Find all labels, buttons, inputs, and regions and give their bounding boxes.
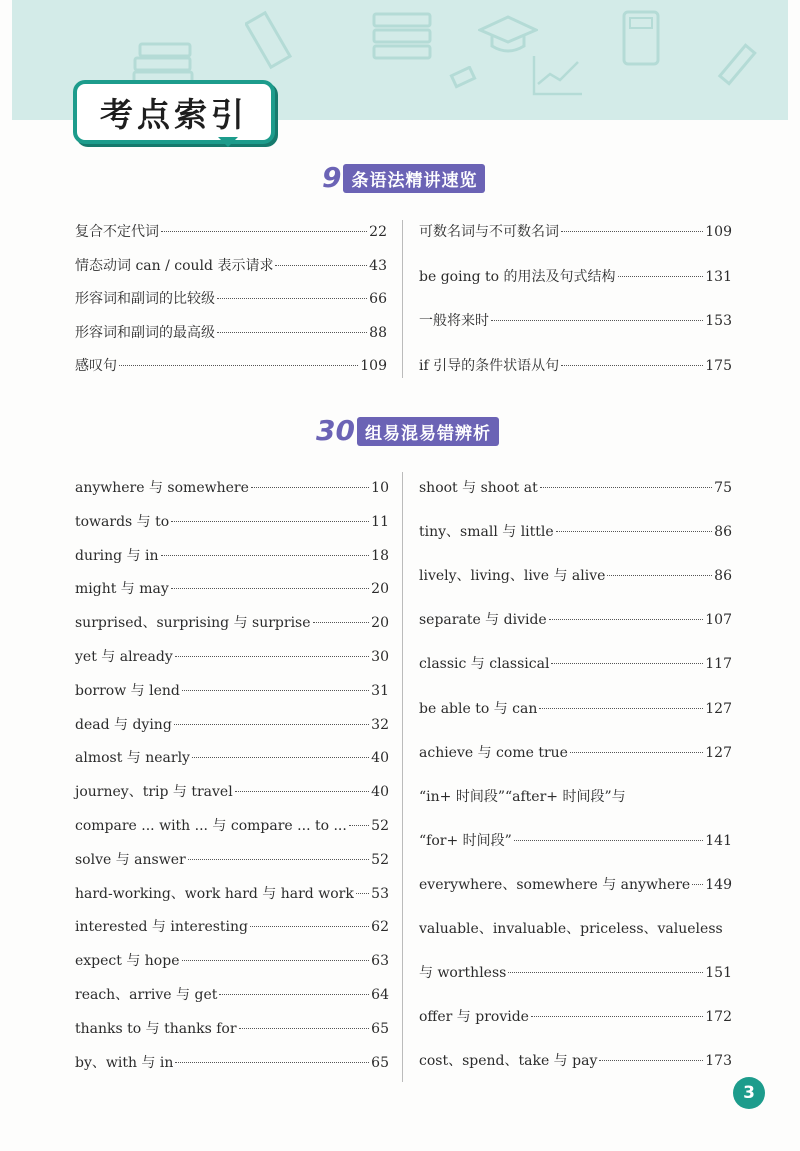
dot-leader (174, 723, 369, 725)
dot-leader (356, 892, 369, 894)
index-entry (75, 256, 387, 276)
index-entry (75, 951, 389, 971)
index-entry (75, 884, 389, 904)
entry-page: 65 (371, 1054, 389, 1071)
entry-text: dead 与 dying (75, 716, 172, 733)
section2-label: 组易混易错辨析 (357, 417, 499, 446)
entry-page: 20 (371, 581, 389, 598)
dot-leader (239, 1027, 370, 1029)
entry-text: 形容词和副词的最高级 (75, 324, 215, 341)
dot-leader (182, 959, 370, 961)
entry-text: compare ... with ... 与 compare ... to ... (75, 818, 347, 834)
dot-leader (349, 824, 369, 826)
index-entry (419, 522, 732, 542)
column-divider-2 (402, 472, 403, 1082)
dot-leader (514, 839, 703, 841)
index-entry (419, 610, 732, 630)
title-pointer (218, 137, 238, 147)
section1-number: 9 (322, 161, 342, 194)
entry-page: 127 (705, 744, 732, 761)
pencil-icon (712, 42, 762, 92)
page-title: 考点索引 (73, 80, 275, 144)
index-entry (419, 654, 732, 674)
entry-text: 感叹句 (75, 358, 117, 374)
entry-text: “in+ 时间段”“after+ 时间段”与 (419, 788, 626, 805)
entry-text: thanks to 与 thanks for (75, 1020, 237, 1037)
index-entry (419, 222, 732, 242)
entry-page: 141 (705, 832, 732, 849)
index-entry (75, 985, 389, 1005)
index-entry (75, 647, 389, 667)
index-entry (419, 1007, 732, 1027)
index-entry (75, 715, 389, 735)
dot-leader (161, 230, 367, 232)
dot-leader (540, 486, 712, 488)
dot-leader (219, 993, 369, 995)
entry-text: if 引导的条件状语从句 (419, 357, 560, 374)
dot-leader (618, 275, 704, 277)
dot-leader (171, 587, 369, 589)
entry-page: 32 (371, 716, 389, 733)
entry-page: 10 (371, 480, 389, 496)
dot-leader (235, 790, 369, 792)
section1-label: 条语法精讲速览 (343, 164, 485, 193)
entry-page: 109 (705, 224, 732, 240)
dot-leader (217, 331, 367, 333)
entry-page: 22 (369, 224, 387, 240)
entry-text: lively、living、live 与 alive (419, 568, 606, 585)
dot-leader (692, 883, 703, 885)
index-entry (75, 1019, 389, 1039)
entry-page: 40 (371, 750, 389, 767)
entry-page: 109 (360, 358, 387, 374)
entry-page: 30 (371, 649, 389, 665)
entry-page: 11 (371, 513, 389, 530)
entry-text: solve 与 answer (75, 851, 186, 868)
dot-leader (508, 971, 703, 973)
entry-text: shoot 与 shoot at (419, 480, 538, 496)
index-entry (419, 875, 732, 895)
index-entry (75, 289, 387, 309)
page-number: 3 (733, 1077, 765, 1109)
entry-page: 75 (714, 480, 732, 496)
dot-leader (599, 1059, 703, 1061)
dot-leader (275, 264, 367, 266)
index-entry (75, 222, 387, 242)
books-stack-icon (368, 8, 438, 63)
dot-leader (531, 1015, 703, 1017)
index-entry (75, 356, 387, 376)
dot-leader (561, 364, 703, 366)
entry-text: 情态动词 can / could 表示请求 (75, 257, 274, 274)
entry-text: borrow 与 lend (75, 682, 180, 699)
dot-leader (607, 574, 712, 576)
dot-leader (313, 621, 370, 623)
entry-text: by、with 与 in (75, 1054, 174, 1071)
dot-leader (171, 520, 369, 522)
index-entry (419, 699, 732, 719)
dot-leader (570, 751, 703, 753)
graduation-cap-icon (478, 12, 538, 57)
index-entry (75, 579, 389, 599)
entry-text: reach、arrive 与 get (75, 987, 218, 1003)
index-entry (75, 782, 389, 802)
section1-heading (322, 161, 485, 194)
entry-text: 一般将来时 (419, 313, 489, 329)
entry-text: cost、spend、take 与 pay (419, 1053, 598, 1070)
entry-text: towards 与 to (75, 513, 170, 530)
dot-leader (188, 858, 369, 860)
entry-page: 63 (371, 953, 389, 970)
dot-leader (192, 756, 369, 758)
entry-text: expect 与 hope (75, 953, 180, 970)
entry-text: during 与 in (75, 547, 159, 564)
index-entry (419, 566, 732, 586)
section2-heading (316, 414, 499, 447)
entry-page: 20 (371, 615, 389, 632)
index-entry (75, 850, 389, 870)
entry-page: 149 (705, 876, 732, 893)
index-entry (75, 1053, 389, 1073)
entry-page: 88 (369, 324, 387, 341)
dot-leader (539, 707, 703, 709)
index-entry (419, 831, 732, 851)
entry-page: 127 (705, 700, 732, 717)
entry-text: 可数名词与不可数名词 (419, 224, 559, 240)
dot-leader (175, 1061, 369, 1063)
entry-page: 151 (705, 965, 732, 982)
column-divider-1 (402, 220, 403, 378)
index-entry (75, 323, 387, 343)
index-entry (419, 743, 732, 763)
entry-page: 18 (371, 547, 389, 564)
dot-leader (175, 655, 369, 657)
entry-page: 173 (705, 1053, 732, 1070)
entry-text: be going to 的用法及句式结构 (419, 268, 616, 285)
entry-text: achieve 与 come true (419, 744, 568, 761)
index-entry (419, 478, 732, 498)
index-entry (419, 311, 732, 331)
index-entry (75, 681, 389, 701)
index-entry (75, 613, 389, 633)
entry-page: 52 (371, 818, 389, 834)
entry-text: yet 与 already (75, 649, 173, 665)
dot-leader (556, 530, 713, 532)
entry-text: 与 worthless (419, 965, 507, 982)
entry-text: valuable、invaluable、priceless、valueless (419, 921, 723, 937)
entry-text: 复合不定代词 (75, 224, 159, 240)
index-entry (75, 748, 389, 768)
entry-page: 107 (705, 612, 732, 629)
dot-leader (561, 230, 703, 232)
entry-text: classic 与 classical (419, 656, 550, 673)
dot-leader (250, 925, 369, 927)
entry-text: might 与 may (75, 581, 169, 598)
dot-leader (217, 297, 367, 299)
entry-page: 153 (705, 313, 732, 329)
entry-text: journey、trip 与 travel (75, 784, 233, 801)
entry-page: 40 (371, 784, 389, 801)
entry-text: anywhere 与 somewhere (75, 480, 249, 496)
entry-page: 66 (369, 291, 387, 307)
entry-text: separate 与 divide (419, 612, 547, 629)
entry-page: 52 (371, 851, 389, 868)
index-entry (419, 963, 732, 983)
ruler-icon (245, 10, 295, 70)
dot-leader (491, 319, 703, 321)
dot-leader (161, 554, 370, 556)
index-entry (75, 512, 389, 532)
entry-page: 117 (705, 656, 732, 673)
index-entry (419, 1051, 732, 1071)
entry-page: 86 (714, 524, 732, 541)
dot-leader (182, 689, 369, 691)
entry-page: 172 (705, 1009, 732, 1026)
entry-text: tiny、small 与 little (419, 524, 554, 541)
chart-icon (530, 52, 585, 98)
index-entry (75, 816, 389, 836)
entry-page: 131 (705, 268, 732, 285)
dot-leader (549, 618, 704, 620)
entry-page: 62 (371, 919, 389, 936)
entry-text: be able to 与 can (419, 700, 538, 717)
entry-text: interested 与 interesting (75, 919, 248, 936)
index-entry (75, 917, 389, 937)
entry-page: 64 (371, 987, 389, 1003)
index-entry (419, 787, 732, 807)
index-entry (75, 546, 389, 566)
entry-text: almost 与 nearly (75, 750, 190, 767)
eraser-icon (448, 66, 478, 92)
entry-text: surprised、surprising 与 surprise (75, 615, 311, 632)
index-entry (419, 919, 732, 939)
entry-page: 175 (705, 357, 732, 374)
dot-leader (551, 662, 703, 664)
dot-leader (251, 486, 369, 488)
entry-text: 形容词和副词的比较级 (75, 291, 215, 307)
entry-page: 86 (714, 568, 732, 585)
entry-page: 43 (369, 257, 387, 274)
entry-text: hard-working、work hard 与 hard work (75, 885, 354, 902)
index-entry (75, 478, 389, 498)
entry-text: offer 与 provide (419, 1009, 529, 1026)
calculator-icon (618, 8, 666, 70)
entry-text: “for+ 时间段” (419, 832, 512, 849)
entry-page: 53 (371, 885, 389, 902)
index-entry (419, 356, 732, 376)
entry-page: 65 (371, 1020, 389, 1037)
dot-leader (119, 364, 358, 366)
entry-page: 31 (371, 682, 389, 699)
entry-text: everywhere、somewhere 与 anywhere (419, 876, 691, 893)
section2-number: 30 (316, 414, 355, 447)
index-entry (419, 267, 732, 287)
